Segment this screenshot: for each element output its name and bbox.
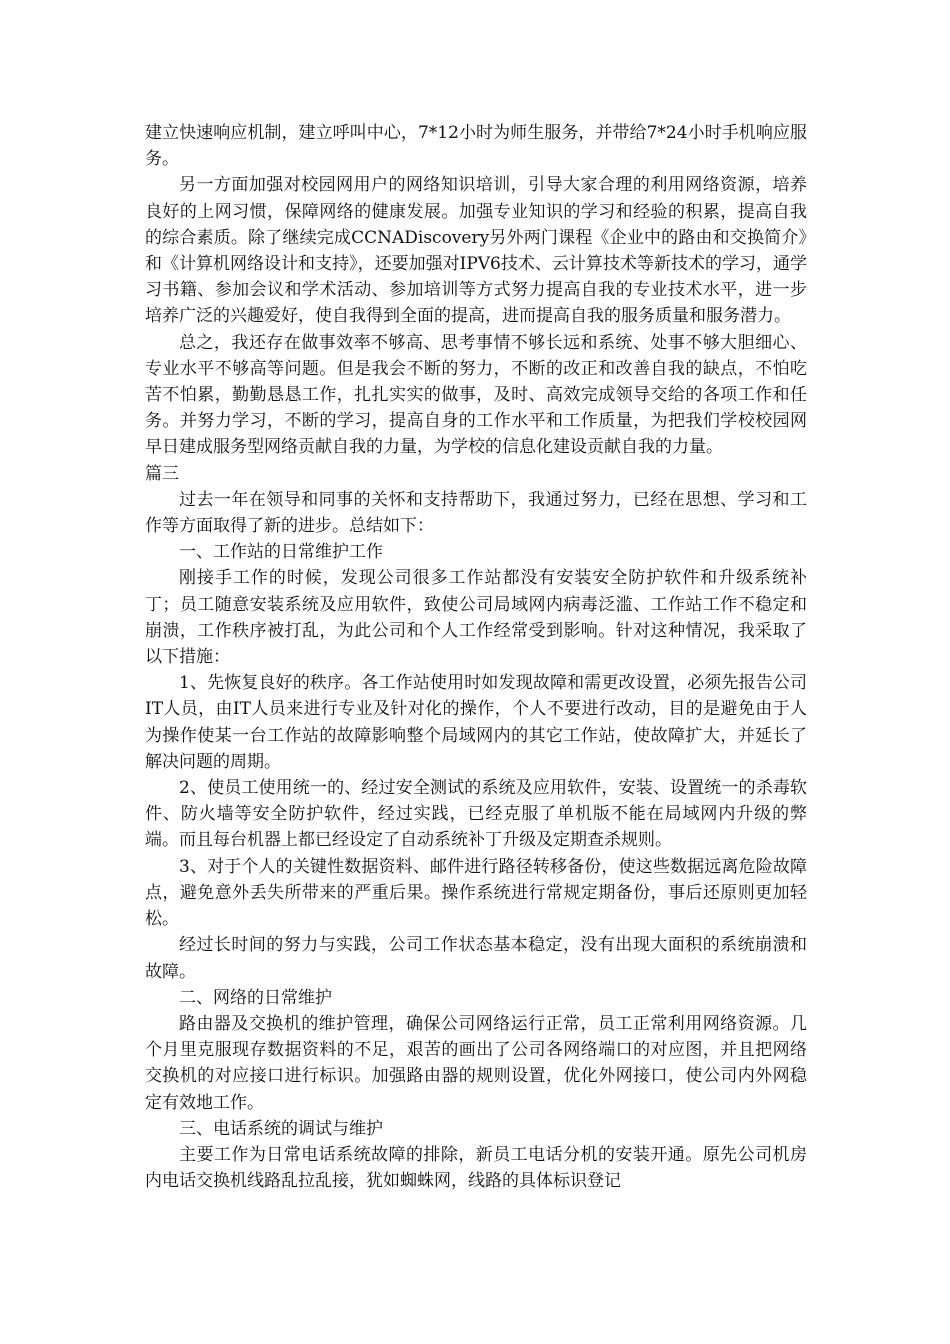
- section-subheading: 三、电话系统的调试与维护: [179, 1118, 383, 1139]
- section-subheading: 一、工作站的日常维护工作: [179, 542, 383, 563]
- paragraph: 刚接手工作的时候，发现公司很多工作站都没有安装安全防护软件和升级系统补丁；员工随意安装系统及应用软件，致使公司局域网内病毒泛滥、工作站工作不稳定和崩溃，工作秩序被打乱，为此公司和个人工作经常受到影响。针对这种情况，我采取了以下措施：: [145, 568, 807, 668]
- paragraph: 建立快速响应机制，建立呼叫中心，7*12小时为师生服务，并带给7*24小时手机响应服务。: [145, 123, 807, 170]
- paragraph: 经过长时间的努力与实践，公司工作状态基本稳定，没有出现大面积的系统崩溃和故障。: [145, 935, 807, 982]
- section-subheading: 二、网络的日常维护: [179, 987, 332, 1008]
- document-body: [145, 120, 807, 1194]
- paragraph: 2、使员工使用统一的、经过安全测试的系统及应用软件，安装、设置统一的杀毒软件、防火墙等安全防护软件，经过实践，已经克服了单机版不能在局域网内升级的弊端。而且每台机器上都已经设定了自动系统补丁升级及定期查杀规则。: [145, 778, 807, 851]
- paragraph: 3、对于个人的关键性数据资料、邮件进行路径转移备份，使这些数据远离危险故障点，避免意外丢失所带来的严重后果。操作系统进行常规定期备份，事后还原则更加轻松。: [145, 856, 807, 930]
- paragraph: 主要工作为日常电话系统故障的排除，新员工电话分机的安装开通。原先公司机房内电话交换机线路乱拉乱接，犹如蜘蛛网，线路的具体标识登记: [145, 1144, 807, 1192]
- section-heading: 篇三: [145, 463, 179, 484]
- paragraph: 1、先恢复良好的秩序。各工作站使用时如发现故障和需更改设置，必须先报告公司IT人员，由IT人员来进行专业及针对化的操作，个人不要进行改动，目的是避免由于人为操作使某一台工作站的故障影响整个局域网内的其它工作站，使故障扩大，并延长了解决问题的周期。: [145, 673, 807, 772]
- paragraph: 路由器及交换机的维护管理，确保公司网络运行正常，员工正常利用网络资源。几个月里克服现存数据资料的不足，艰苦的画出了公司各网络端口的对应图，并且把网络交换机的对应接口进行标识。加强路由器的规则设置，优化外网接口，使公司内外网稳定有效地工作。: [145, 1013, 807, 1113]
- paragraph: 总之，我还存在做事效率不够高、思考事情不够长远和系统、处事不够大胆细心、专业水平不够高等问题。但是我会不断的努力，不断的改正和改善自我的缺点，不怕吃苦不怕累，勤勤恳恳工作，扎扎实实的做事，及时、高效完成领导交给的各项工作和任务。并努力学习，不断的学习，提高自身的工作水平和工作质量，为把我们学校校园网早日建成服务型网络贡献自我的力量，为学校的信息化建设贡献自我的力量。: [145, 332, 807, 458]
- paragraph: 过去一年在领导和同事的关怀和支持帮助下，我通过努力，已经在思想、学习和工作等方面取得了新的进步。总结如下：: [145, 489, 807, 537]
- paragraph: 另一方面加强对校园网用户的网络知识培训，引导大家合理的利用网络资源，培养良好的上网习惯，保障网络的健康发展。加强专业知识的学习和经验的积累，提高自我的综合素质。除了继续完成CCNADiscovery另外两门课程《企业中的路由和交换简介》和《计算机网络设计和支持》，还要加强对IPV6技术、云计算技术等新技术的学习，通学习书籍、参加会议和学术活动、参加培训等方式努力提高自我的专业技术水平，进一步培养广泛的兴趣爱好，使自我得到全面的提高，进而提高自我的服务质量和服务潜力。: [145, 175, 807, 327]
